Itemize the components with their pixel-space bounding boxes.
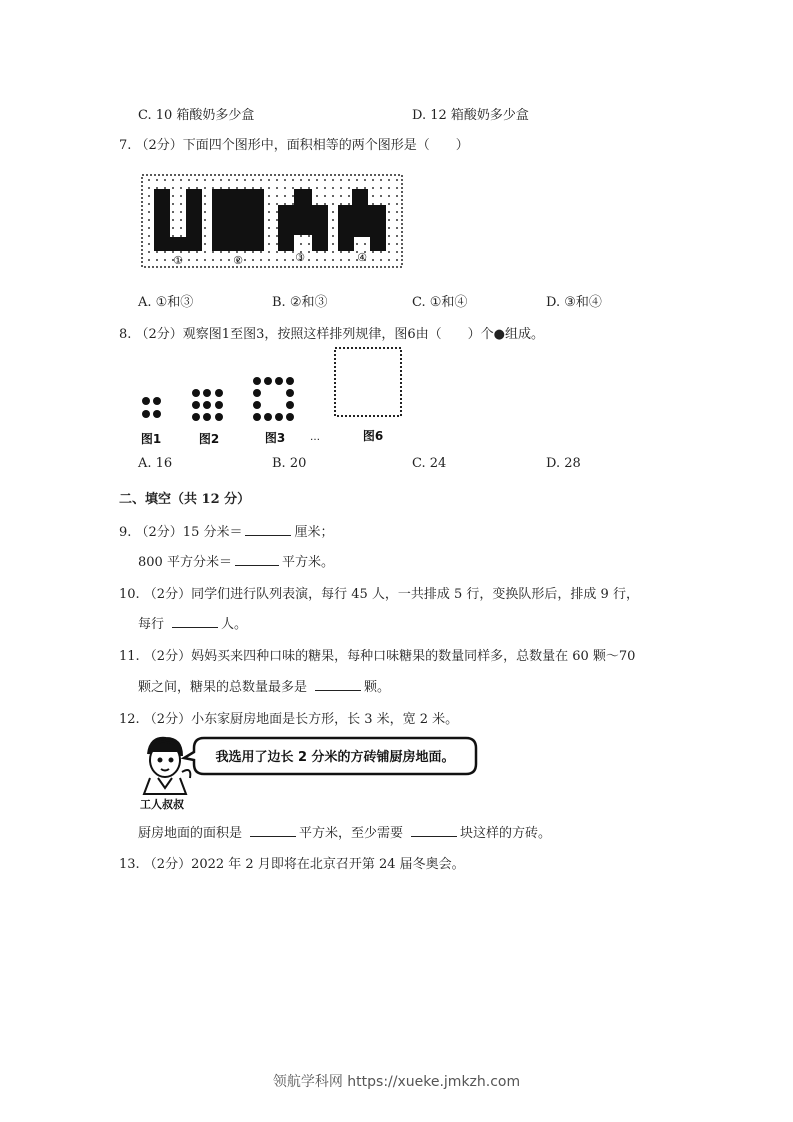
q7-option-c: C. ①和④	[412, 295, 468, 310]
q8-option-c: C. 24	[412, 456, 447, 471]
q7-fig-label-4: ④	[357, 251, 367, 264]
q8-fig-label-ellipsis: …	[310, 432, 320, 443]
speech-text: 我选用了边长 2 分米的方砖铺厨房地面。	[215, 750, 455, 765]
q11-text-1: 颗之间，糖果的总数量最多是	[138, 680, 308, 695]
q12-line-2	[138, 822, 551, 841]
q12-text-3: 块这样的方砖。	[460, 826, 552, 841]
q9-line-1	[119, 521, 334, 540]
q8-option-b: B. 20	[272, 456, 307, 471]
section-title: 二、填空（共 12 分）	[119, 492, 251, 507]
q8-pattern-3	[253, 377, 294, 421]
worker-caption: 工人叔叔	[140, 798, 184, 811]
q11-text-2: 颗。	[364, 680, 391, 695]
q8-fig-label-2: 图2	[198, 432, 220, 446]
q10-text-1: 每行	[138, 617, 165, 632]
q7-option-a: A. ①和③	[138, 295, 194, 310]
q13-stem: 13. （2分）2022 年 2 月即将在北京召开第 24 届冬奥会。	[119, 857, 465, 872]
q8-fig-label-3: 图3	[264, 431, 286, 445]
q8-fig-label-1: 图1	[140, 432, 162, 446]
q11-line-2	[138, 676, 390, 695]
q12-stem: 12. （2分）小东家厨房地面是长方形，长 3 米，宽 2 米。	[119, 712, 459, 727]
q10-line-1: 10. （2分）同学们进行队列表演，每行 45 人，一共排成 5 行，变换队形后，排成 9 行，	[119, 587, 639, 602]
q8-pattern-2	[192, 389, 223, 421]
q9-text-2: 厘米；	[294, 525, 334, 540]
q7-fig-label-1: ①	[173, 254, 183, 267]
q10-text-2: 人。	[221, 617, 248, 632]
q6-option-d: D. 12 箱酸奶多少盒	[412, 108, 529, 123]
q7-option-b: B. ②和③	[272, 295, 328, 310]
worker-illustration	[144, 738, 190, 794]
q7-stem: 7. （2分）下面四个图形中，面积相等的两个图形是（ ）	[119, 138, 469, 153]
q8-pattern-1	[142, 397, 161, 418]
q8-figure	[135, 343, 425, 451]
q8-pattern-6-box	[335, 348, 401, 416]
answer-blank	[235, 552, 279, 566]
q8-option-a: A. 16	[138, 456, 173, 471]
answer-blank	[250, 823, 296, 837]
answer-blank	[411, 823, 457, 837]
q9-text-3: 800 平方分米＝	[138, 555, 232, 570]
answer-blank	[172, 614, 218, 628]
answer-blank	[315, 677, 361, 691]
q8-option-d: D. 28	[546, 456, 581, 471]
q8-stem: 8. （2分）观察图1至图3，按照这样排列规律，图6由（ ）个●组成。	[119, 327, 544, 342]
q7-fig-label-2: ②	[233, 254, 243, 267]
q11-line-1: 11. （2分）妈妈买来四种口味的糖果，每种口味糖果的数量同样多，总数量在 60 颗～70	[119, 649, 636, 664]
q9-text-4: 平方米。	[281, 555, 334, 570]
q12-text-1: 厨房地面的面积是	[138, 826, 243, 841]
q9-text-1: 9. （2分）15 分米＝	[119, 525, 243, 540]
q7-fig-label-3: ③	[295, 251, 305, 264]
footer-watermark: 领航学科网 https://xueke.jmkzh.com	[272, 1074, 521, 1090]
q7-figure	[140, 171, 405, 271]
q8-fig-label-6: 图6	[362, 429, 384, 443]
q6-option-c: C. 10 箱酸奶多少盒	[138, 108, 255, 123]
q12-text-2: 平方米，至少需要	[299, 826, 404, 841]
q9-line-2	[138, 551, 334, 570]
q7-option-d: D. ③和④	[546, 295, 602, 310]
q12-figure	[136, 732, 481, 812]
answer-blank	[245, 522, 291, 536]
shape-2	[212, 189, 264, 251]
q10-line-2	[138, 613, 247, 632]
